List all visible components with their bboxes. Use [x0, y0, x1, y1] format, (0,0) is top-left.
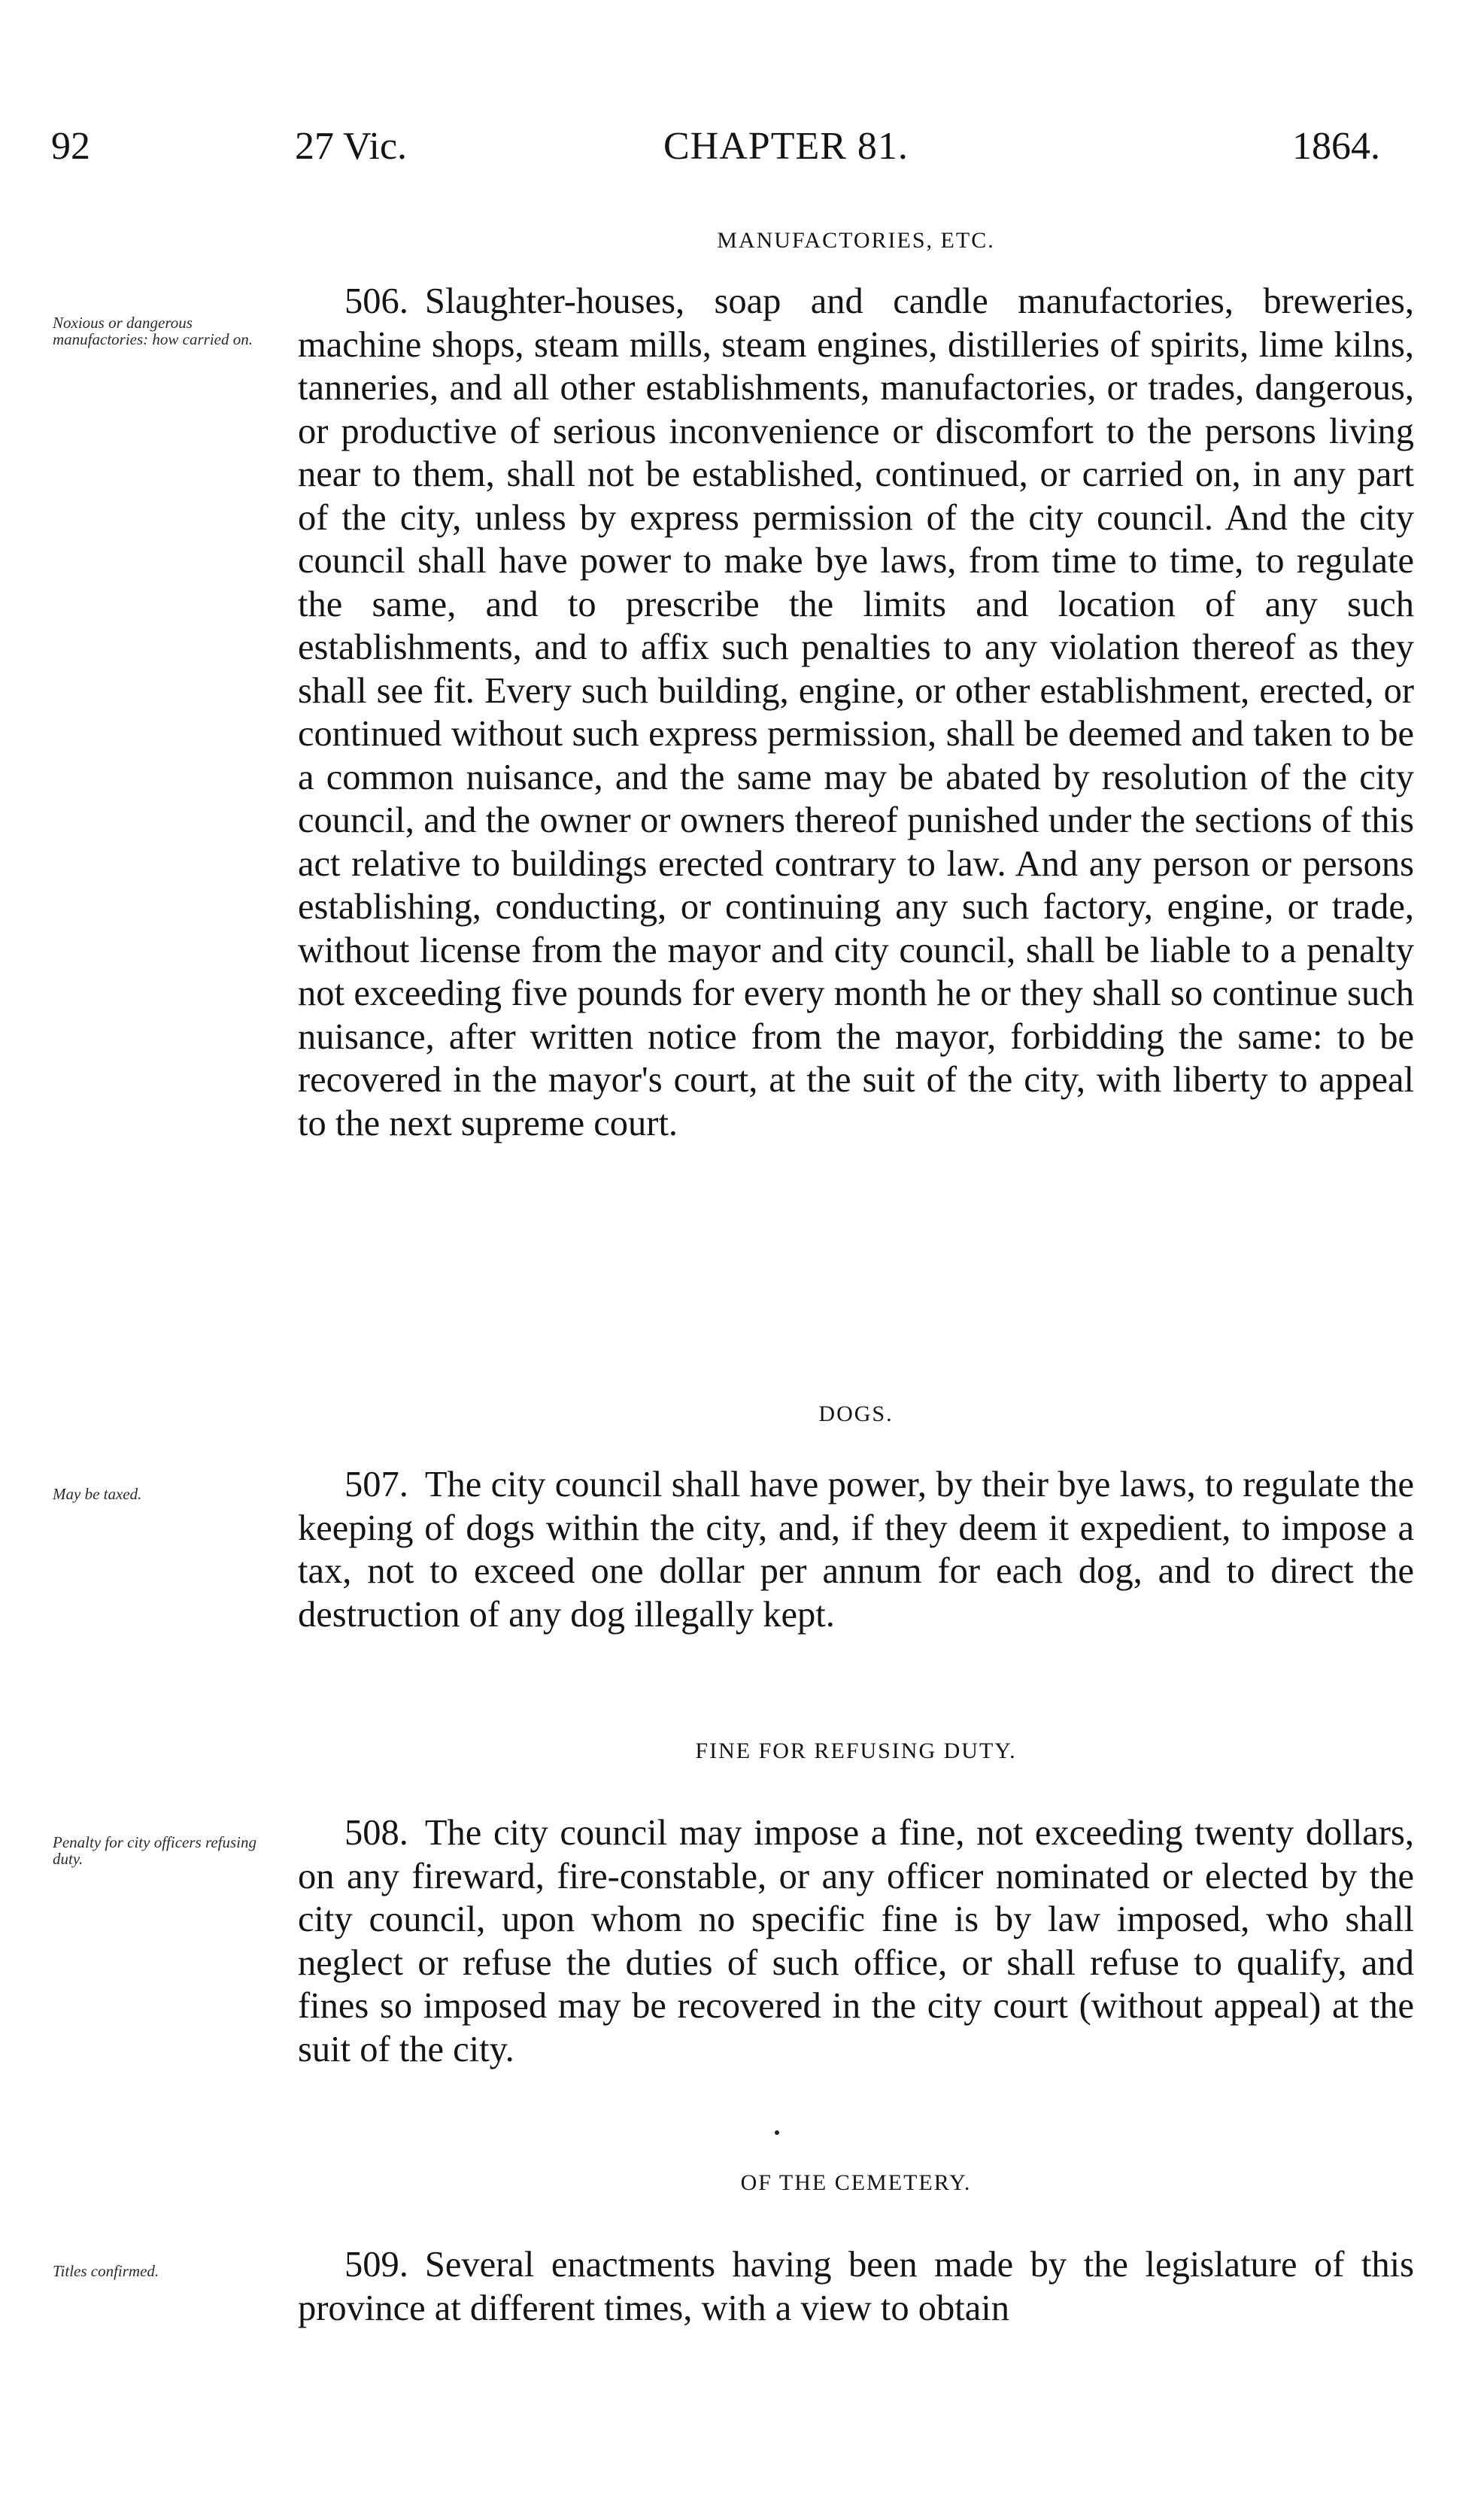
stray-mark — [775, 2130, 779, 2135]
section-506 — [298, 280, 1414, 1145]
margin-note: Noxious or dangerous manufactories: how carried on. — [53, 314, 253, 348]
regnal-year: 27 Vic. — [295, 125, 408, 168]
section-number: 506. — [344, 281, 408, 321]
section-heading: DOGS. — [818, 1401, 894, 1426]
section-heading: MANUFACTORIES, ETC. — [717, 228, 995, 253]
section-text: Several enactments having been made by the legislature of this province at different times, with a view to obtain — [298, 2245, 1414, 2328]
page-number: 92 — [51, 125, 90, 168]
section-heading: OF THE CEMETERY. — [740, 2170, 972, 2195]
section-number: 509. — [344, 2245, 408, 2285]
margin-note: Titles confirmed. — [53, 2262, 159, 2280]
section-text: Slaughter-houses, soap and candle manufactories, breweries, machine shops, steam mills, steam engines, distilleries of spirits, lime kilns, tanneries, and all other establishments, manufactories, or trades, dangerous, or productive of serious inconvenience or discomfort to the persons living near to them, shall not be established, continued, or carried on, in any part of the city, unless by express permission of the city council. And the city council shall have power to make bye laws, from time to time, to regulate the same, and to prescribe the limits and location of any such establishments, and to affix such penalties to any violation thereof as they shall see fit. Every such building, engine, or other establishment, erected, or continued without such express permission, shall be deemed and taken to be a common nuisance, and the same may be abated by resolution of the city council, and the owner or owners thereof punished under the sections of this act relative to buildings erected contrary to law. And any person or persons establishing, conducting, or continuing any such factory, engine, or trade, without license from the mayor and city council, shall be liable to a penalty not exceeding five pounds for every month he or they shall so continue such nuisance, after written notice from the mayor, forbidding the same: to be recovered in the mayor's court, at the suit of the city, with liberty to appeal to the next supreme court. — [298, 281, 1414, 1143]
year: 1864. — [1292, 125, 1380, 168]
margin-note: Penalty for city officers refusing duty. — [53, 1833, 257, 1868]
section-number: 507. — [344, 1465, 408, 1505]
section-text: The city council may impose a fine, not exceeding twenty dollars, on any fireward, fire-constable, or any officer nominated or elected by the city council, upon whom no specific fine is by law imposed, who shall neglect or refuse the duties of such office, or shall refuse to qualify, and fines so imposed may be recovered in the city court (without appeal) at the suit of the city. — [298, 1813, 1414, 2069]
section-507 — [298, 1463, 1414, 1636]
section-heading: FINE FOR REFUSING DUTY. — [695, 1738, 1017, 1763]
margin-note: May be taxed. — [53, 1485, 142, 1503]
section-509 — [298, 2243, 1414, 2330]
section-number: 508. — [344, 1813, 408, 1853]
chapter-title: CHAPTER 81. — [663, 125, 909, 168]
section-508 — [298, 1811, 1414, 2071]
section-text: The city council shall have power, by their bye laws, to regulate the keeping of dogs within the city, and, if they deem it expedient, to impose a tax, not to exceed one dollar per annum for each dog, and to direct the destruction of any dog illegally kept. — [298, 1465, 1414, 1635]
